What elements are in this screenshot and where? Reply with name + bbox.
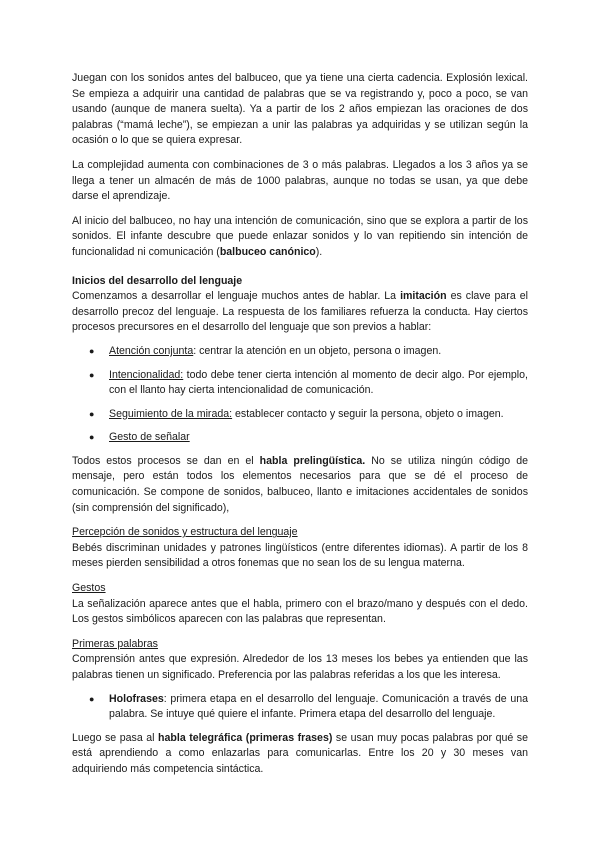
bold-term-imitacion: imitación (400, 290, 447, 303)
text-segment: Luego se pasa al (72, 731, 159, 744)
list-item-term: Seguimiento de la mirada: (109, 407, 233, 420)
holofrases-list (72, 692, 528, 723)
list-item (72, 430, 528, 446)
list-item-text: todo debe tener cierta intención al momento de decir algo. Por ejemplo, con el llanto hay cierta intencionalidad de comunicación. (109, 368, 528, 397)
bold-term-balbuceo-canonico: balbuceo canónico (219, 245, 316, 258)
list-item-text: : primera etapa en el desarrollo del lenguaje. Comunicación a través de una palabra. Se intuye qué quiere el infante. Primera etapa del desarrollo del lenguaje. (109, 692, 528, 721)
bullet-icon: ● (89, 432, 95, 443)
paragraph-primeras-palabras: Comprensión antes que expresión. Alrededor de los 13 meses los bebes ya entienden que las palabras tienen un significado. Preferencia por las palabras referidas a los que les interesa. (72, 653, 528, 681)
list-item-text: establecer contacto y seguir la persona, objeto o imagen. (232, 407, 504, 420)
paragraph-inicios-intro (72, 289, 528, 336)
paragraph-habla-telegrafica (72, 731, 528, 778)
bullet-icon: ● (89, 408, 95, 419)
text-segment: ). (315, 245, 323, 258)
text-segment: Comenzamos a desarrollar el lenguaje muchos antes de hablar. La (72, 290, 401, 303)
list-item (72, 407, 528, 423)
paragraph-balbuceo: Juegan con los sonidos antes del balbuceo, que ya tiene una cierta cadencia. Explosión lexical. Se empieza a adquirir una cantidad de palabras que se va registrando y, poco a poco, se van usando (aunque de manera suelta). Ya a partir de los 2 años empiezan las oraciones de dos palabras (“mamá leche”), se empiezan a unir las palabras ya adquiridas y se utilizan según la ocasión o lo que se quiera expresar. (72, 72, 528, 147)
paragraph-habla-prelinguistica (72, 454, 528, 516)
paragraph-percepcion: Bebés discriminan unidades y patrones lingüísticos (entre diferentes idiomas). A partir de los 8 meses pierden sensibilidad a otros fonemas que no sean los de su lengua materna. (72, 541, 528, 570)
document-page (72, 71, 528, 787)
text-segment: Al inicio del balbuceo, no hay una intención de comunicación, sino que se explora a partir de los sonidos. El infante descubre que puede enlazar sonidos y lo van repitiendo sin intención de funcionalidad ni comunicación ( (72, 214, 528, 258)
list-item-term: Atención conjunta (109, 344, 194, 357)
text-segment: es clave para el desarrollo precoz del lenguaje. La respuesta de los familiares refuerza la conducta. Hay ciertos procesos precursores en el desarrollo del lenguaje que son previos a hablar: (72, 290, 528, 334)
precursor-list (72, 344, 528, 446)
subsection-title-primeras-palabras: Primeras palabras (72, 637, 158, 650)
list-item-term: Intencionalidad: (109, 368, 184, 381)
bold-term-habla-telegrafica: habla telegráfica (primeras frases) (158, 731, 333, 744)
text-segment: No se utiliza ningún código de mensaje, pero están todos los elementos necesarios para que se dé el proceso de comunicación. Se compone de sonidos, balbuceo, llanto e imitaciones accidentales de sonidos (sin comprensión del significado), (72, 454, 528, 514)
list-item-term: Holofrases (109, 692, 164, 705)
bold-term-habla-prelinguistica: habla prelingüística. (259, 454, 366, 467)
bullet-icon: ● (89, 369, 95, 380)
paragraph-complejidad: La complejidad aumenta con combinaciones de 3 o más palabras. Llegados a los 3 años ya se llega a tener un almacén de más de 1000 palabras, aunque no todas se usan, ya que debe darse el aprendizaje. (72, 158, 528, 203)
paragraph-inicio-balbuceo (72, 214, 528, 261)
list-item-term: Gesto de señalar (109, 431, 190, 444)
text-segment: se usan muy pocas palabras por qué se está aprendiendo a como enlazarlas para comunicarlas. Entre los 20 y 30 meses van adquiriendo más competencia sintáctica. (72, 731, 528, 775)
bullet-icon: ● (89, 345, 95, 356)
list-item (72, 368, 528, 399)
list-item-text: : centrar la atención en un objeto, persona o imagen. (193, 344, 442, 357)
bullet-icon: ● (89, 693, 95, 704)
section-heading-inicios: Inicios del desarrollo del lenguaje (72, 274, 243, 287)
subsection-title-percepcion: Percepción de sonidos y estructura del lenguaje (72, 526, 298, 539)
list-item (72, 344, 528, 360)
list-item (72, 692, 528, 723)
paragraph-gestos: La señalización aparece antes que el habla, primero con el brazo/mano y después con el dedo. Los gestos simbólicos aparecen con las palabras que representan. (72, 597, 528, 626)
text-segment: Todos estos procesos se dan en el (72, 454, 260, 467)
subsection-title-gestos: Gestos (72, 582, 106, 595)
